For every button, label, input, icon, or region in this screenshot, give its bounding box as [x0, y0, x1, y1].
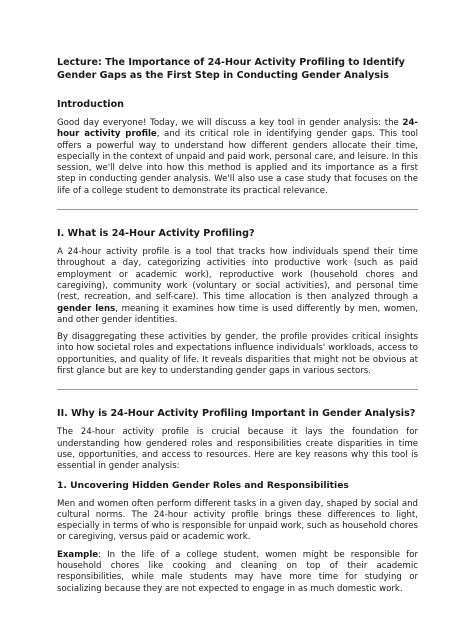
section1-text-end: , meaning it examines how time is used differently by men, women, and other gender identities.	[57, 303, 418, 325]
intro-paragraph	[57, 118, 418, 197]
subsection1-paragraph: Men and women often perform different tasks in a given day, shaped by social and cultural norms. The 24-hour activity profile brings these differences to light, especially in terms of who is responsible for unpaid work, such as household chores or caregiving, versus paid or academic work.	[57, 498, 418, 543]
section1-text-start: A 24-hour activity profile is a tool that tracks how individuals spend their time throughout a day, categorizing activities into productive work (such as paid employment or academic work), reproductive work (household chores and caregiving), community work (voluntary or social activities), and personal time (rest, recreation, and self-care). This time allocation is then analyzed through a	[57, 247, 418, 303]
intro-bold-term: 24-hour activity profile	[57, 118, 418, 140]
subsection1-heading: 1. Uncovering Hidden Gender Roles and Responsibilities	[57, 479, 349, 491]
intro-heading: Introduction	[57, 99, 124, 110]
section1-paragraph-2: By disaggregating these activities by gender, the profile provides critical insights into how societal roles and expectations influence individuals' workloads, access to opportunities, and quality of life. It reveals disparities that might not be obvious at first glance but are key to understanding gender gaps in various sectors.	[57, 332, 418, 377]
section1-paragraph-1	[57, 247, 418, 326]
example-text: : In the life of a college student, women might be responsible for household chores like cooking and cleaning on top of their academic responsibilities, while male students may have more time for studying or socializing because they are not expected to engage in as much domestic work.	[57, 549, 418, 594]
example-label: Example	[57, 549, 99, 560]
section1-heading: I. What is 24-Hour Activity Profiling?	[57, 228, 255, 240]
document-title: Lecture: The Importance of 24-Hour Activity Profiling to Identify Gender Gaps as the First Step in Conducting Gender Analysis	[57, 57, 405, 81]
section2-heading: II. Why is 24-Hour Activity Profiling Important in Gender Analysis?	[57, 408, 416, 420]
example-paragraph	[57, 550, 418, 595]
section-divider	[57, 389, 418, 390]
intro-text-start: Good day everyone! Today, we will discuss a key tool in gender analysis: the	[57, 118, 403, 128]
section2-paragraph-1: The 24-hour activity profile is crucial because it lays the foundation for understanding how gendered roles and responsibilities create disparities in time use, opportunities, and access to resources. Here are key reasons why this tool is essential in gender analysis:	[57, 427, 418, 472]
section-divider	[57, 209, 418, 210]
section1-bold-term: gender lens	[57, 303, 116, 314]
intro-text-end: , and its critical role in identifying gender gaps. This tool offers a powerful way to understand how different genders allocate their time, especially in the context of unpaid and paid work, personal care, and leisure. In this session, we'll delve into how this method is applied and its importance as a first step in conducting gender analysis. We'll also use a case study that focuses on the life of a college student to demonstrate its practical relevance.	[57, 129, 418, 196]
